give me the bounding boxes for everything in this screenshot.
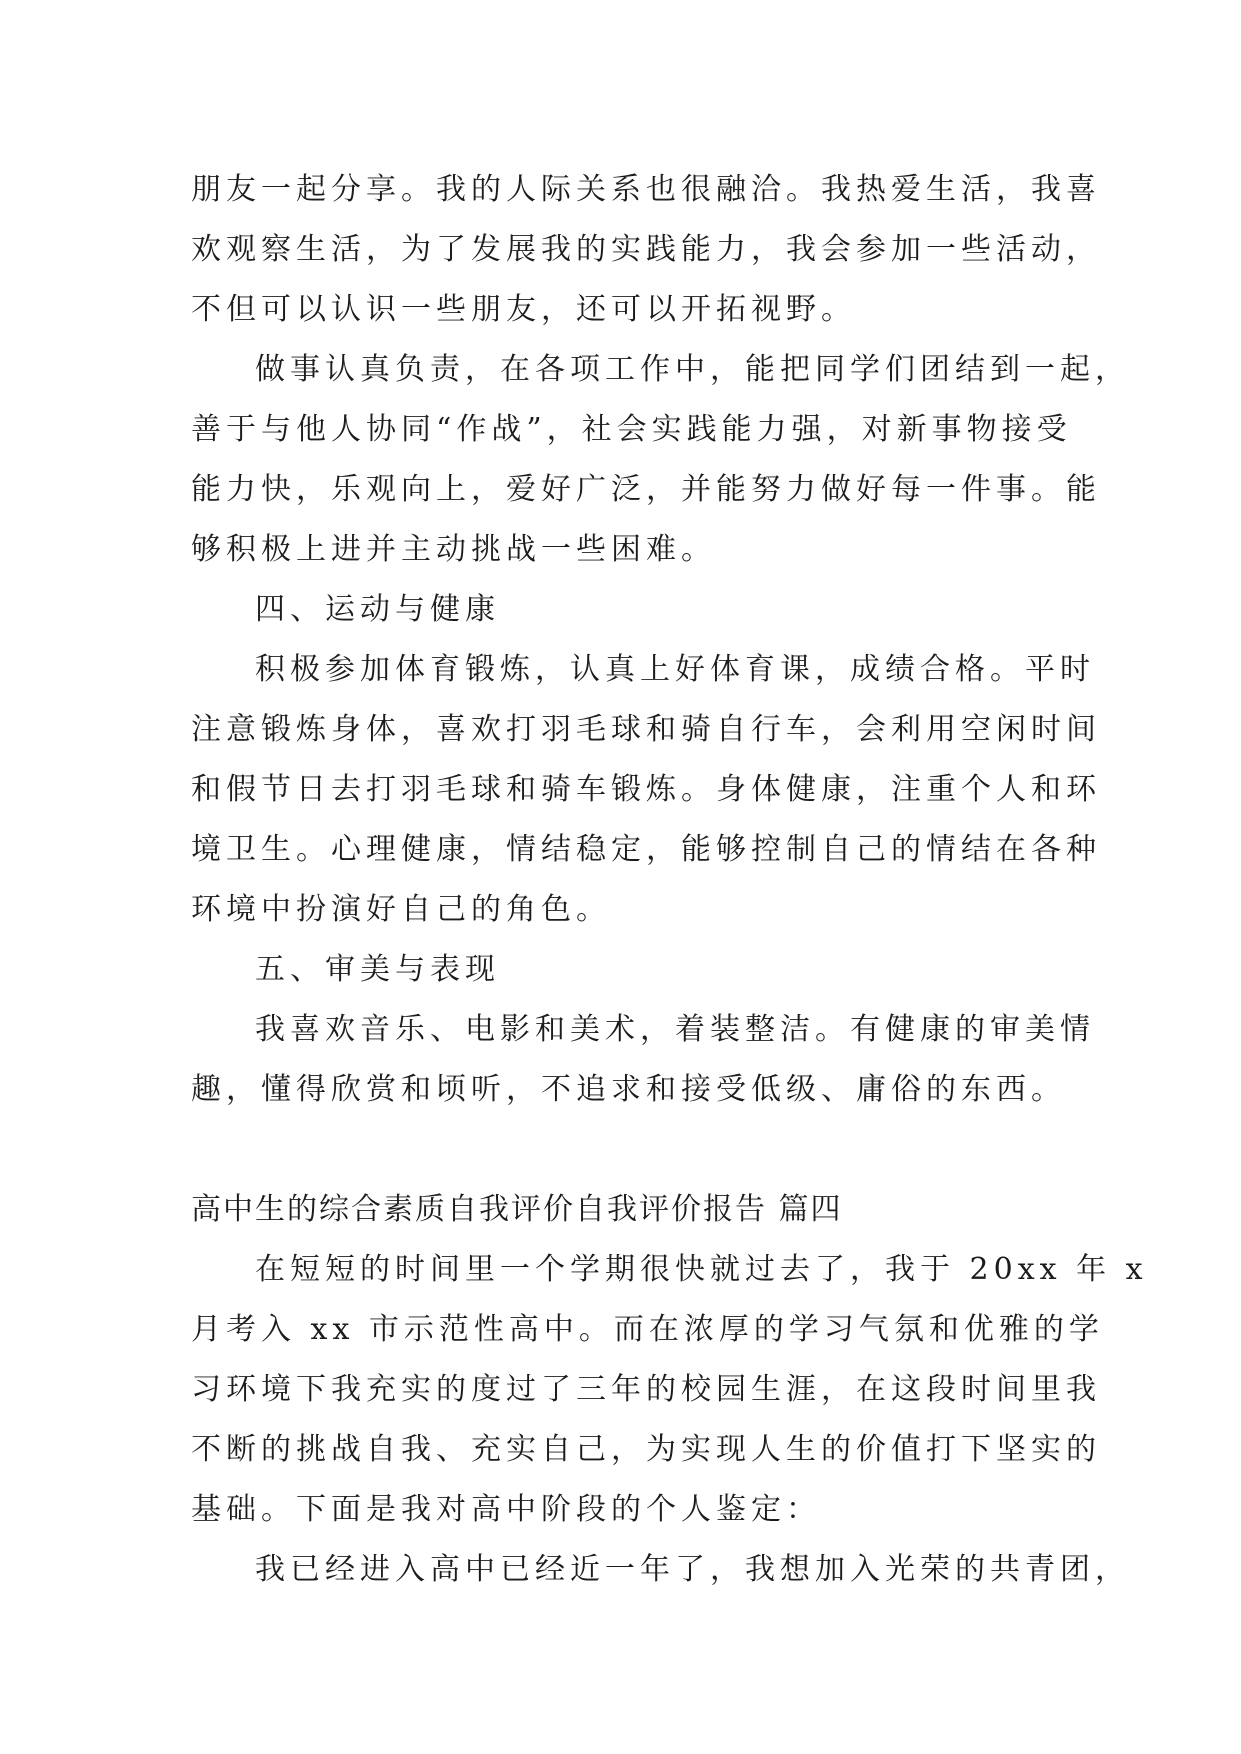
- text-line: 够积极上进并主动挑战一些困难。: [191, 532, 716, 567]
- text-line: 月考入 xx 市示范性高中。而在浓厚的学习气氛和优雅的学: [191, 1312, 1104, 1347]
- heading-aesthetics: 五、审美与表现: [255, 952, 500, 987]
- text-line: 注意锻炼身体，喜欢打羽毛球和骑自行车，会利用空闲时间: [191, 712, 1101, 747]
- text-line: 在短短的时间里一个学期很快就过去了，我于 20xx 年 x: [255, 1252, 1148, 1287]
- section-title: 高中生的综合素质自我评价自我评价报告 篇四: [191, 1192, 843, 1227]
- text-line: 善于与他人协同“作战”，社会实践能力强，对新事物接受: [191, 412, 1072, 447]
- text-line: 和假节日去打羽毛球和骑车锻炼。身体健康，注重个人和环: [191, 772, 1101, 807]
- text-line: 欢观察生活，为了发展我的实践能力，我会参加一些活动，: [191, 232, 1101, 267]
- paragraph-aesthetics: [191, 1000, 1095, 1120]
- text-line: 积极参加体育锻炼，认真上好体育课，成绩合格。平时: [255, 652, 1095, 687]
- heading-sports-health: 四、运动与健康: [255, 592, 500, 627]
- text-line: 能力快，乐观向上，爱好广泛，并能努力做好每一件事。能: [191, 472, 1101, 507]
- paragraph-intro: [191, 1240, 1148, 1540]
- paragraph-league: [191, 1540, 1130, 1600]
- text-line: 基础。下面是我对高中阶段的个人鉴定：: [191, 1492, 821, 1527]
- text-line: 朋友一起分享。我的人际关系也很融洽。我热爱生活，我喜: [191, 172, 1101, 207]
- paragraph-responsibility: [191, 340, 1130, 580]
- document-body: [191, 160, 1148, 1600]
- text-line: 我喜欢音乐、电影和美术，着装整洁。有健康的审美情: [255, 1012, 1095, 1047]
- paragraph-continued: [191, 160, 1101, 340]
- text-line: 不断的挑战自我、充实自己，为实现人生的价值打下坚实的: [191, 1432, 1101, 1467]
- text-line: 习环境下我充实的度过了三年的校园生涯，在这段时间里我: [191, 1372, 1101, 1407]
- paragraph-sports: [191, 640, 1101, 940]
- text-line: 不但可以认识一些朋友，还可以开拓视野。: [191, 292, 856, 327]
- text-line: 做事认真负责，在各项工作中，能把同学们团结到一起，: [255, 352, 1130, 387]
- text-line: 我已经进入高中已经近一年了，我想加入光荣的共青团，: [255, 1552, 1130, 1587]
- text-line: 境卫生。心理健康，情结稳定，能够控制自己的情结在各种: [191, 832, 1101, 867]
- text-line: 环境中扮演好自己的角色。: [191, 892, 611, 927]
- text-line: 趣，懂得欣赏和顷听，不追求和接受低级、庸俗的东西。: [191, 1072, 1066, 1107]
